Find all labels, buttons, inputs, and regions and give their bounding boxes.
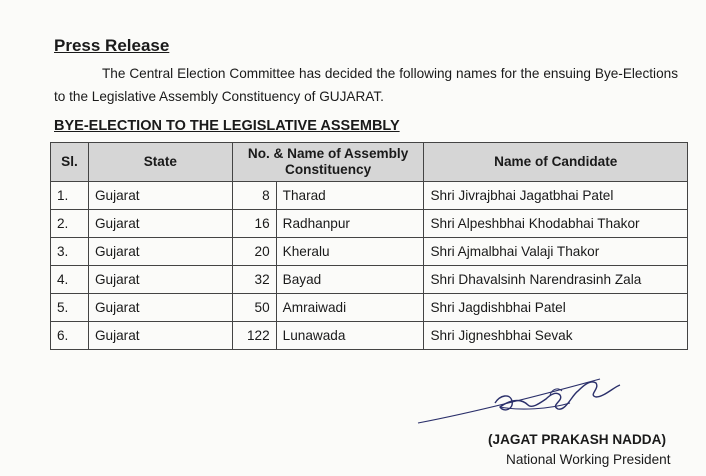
cell-state: Gujarat xyxy=(88,322,232,350)
header-candidate: Name of Candidate xyxy=(424,143,688,182)
cell-constituency-name: Tharad xyxy=(276,182,424,210)
table-row xyxy=(51,322,688,350)
press-release-title: Press Release xyxy=(54,36,170,55)
header-state: State xyxy=(88,143,232,182)
intro-paragraph: The Central Election Committee has decided the following names for the ensuing Bye-Elections to the Legislative Assembly Constituency of GUJARAT. xyxy=(54,66,678,104)
cell-candidate: Shri Ajmalbhai Valaji Thakor xyxy=(424,238,688,266)
section-heading: BYE-ELECTION TO THE LEGISLATIVE ASSEMBLY xyxy=(54,118,400,134)
cell-state: Gujarat xyxy=(88,210,232,238)
cell-constituency-no: 122 xyxy=(232,322,276,350)
table-row xyxy=(51,238,688,266)
table-row xyxy=(51,266,688,294)
cell-constituency-no: 32 xyxy=(232,266,276,294)
cell-constituency-name: Amraiwadi xyxy=(276,294,424,322)
cell-sl: 3. xyxy=(51,238,89,266)
signature xyxy=(400,365,700,425)
table-row xyxy=(51,210,688,238)
cell-constituency-name: Lunawada xyxy=(276,322,424,350)
cell-constituency-name: Kheralu xyxy=(276,238,424,266)
table-header-row xyxy=(51,143,688,182)
cell-constituency-no: 50 xyxy=(232,294,276,322)
cell-constituency-name: Radhanpur xyxy=(276,210,424,238)
cell-sl: 1. xyxy=(51,182,89,210)
cell-constituency-no: 16 xyxy=(232,210,276,238)
cell-sl: 5. xyxy=(51,294,89,322)
cell-sl: 2. xyxy=(51,210,89,238)
candidates-table xyxy=(50,142,688,350)
table-row xyxy=(51,294,688,322)
cell-constituency-no: 20 xyxy=(232,238,276,266)
cell-candidate: Shri Jivrajbhai Jagatbhai Patel xyxy=(424,182,688,210)
cell-constituency-name: Bayad xyxy=(276,266,424,294)
cell-candidate: Shri Jigneshbhai Sevak xyxy=(424,322,688,350)
cell-state: Gujarat xyxy=(88,266,232,294)
cell-candidate: Shri Dhavalsinh Narendrasinh Zala xyxy=(424,266,688,294)
signatory-name: (JAGAT PRAKASH NADDA) xyxy=(488,432,666,447)
signature-scribble-icon xyxy=(400,365,700,425)
cell-state: Gujarat xyxy=(88,294,232,322)
signatory-role: National Working President xyxy=(506,452,671,467)
header-sl: Sl. xyxy=(51,143,89,182)
cell-sl: 6. xyxy=(51,322,89,350)
cell-state: Gujarat xyxy=(88,182,232,210)
table-row xyxy=(51,182,688,210)
cell-candidate: Shri Alpeshbhai Khodabhai Thakor xyxy=(424,210,688,238)
cell-constituency-no: 8 xyxy=(232,182,276,210)
cell-candidate: Shri Jagdishbhai Patel xyxy=(424,294,688,322)
cell-state: Gujarat xyxy=(88,238,232,266)
header-constituency: No. & Name of Assembly Constituency xyxy=(232,143,424,182)
cell-sl: 4. xyxy=(51,266,89,294)
